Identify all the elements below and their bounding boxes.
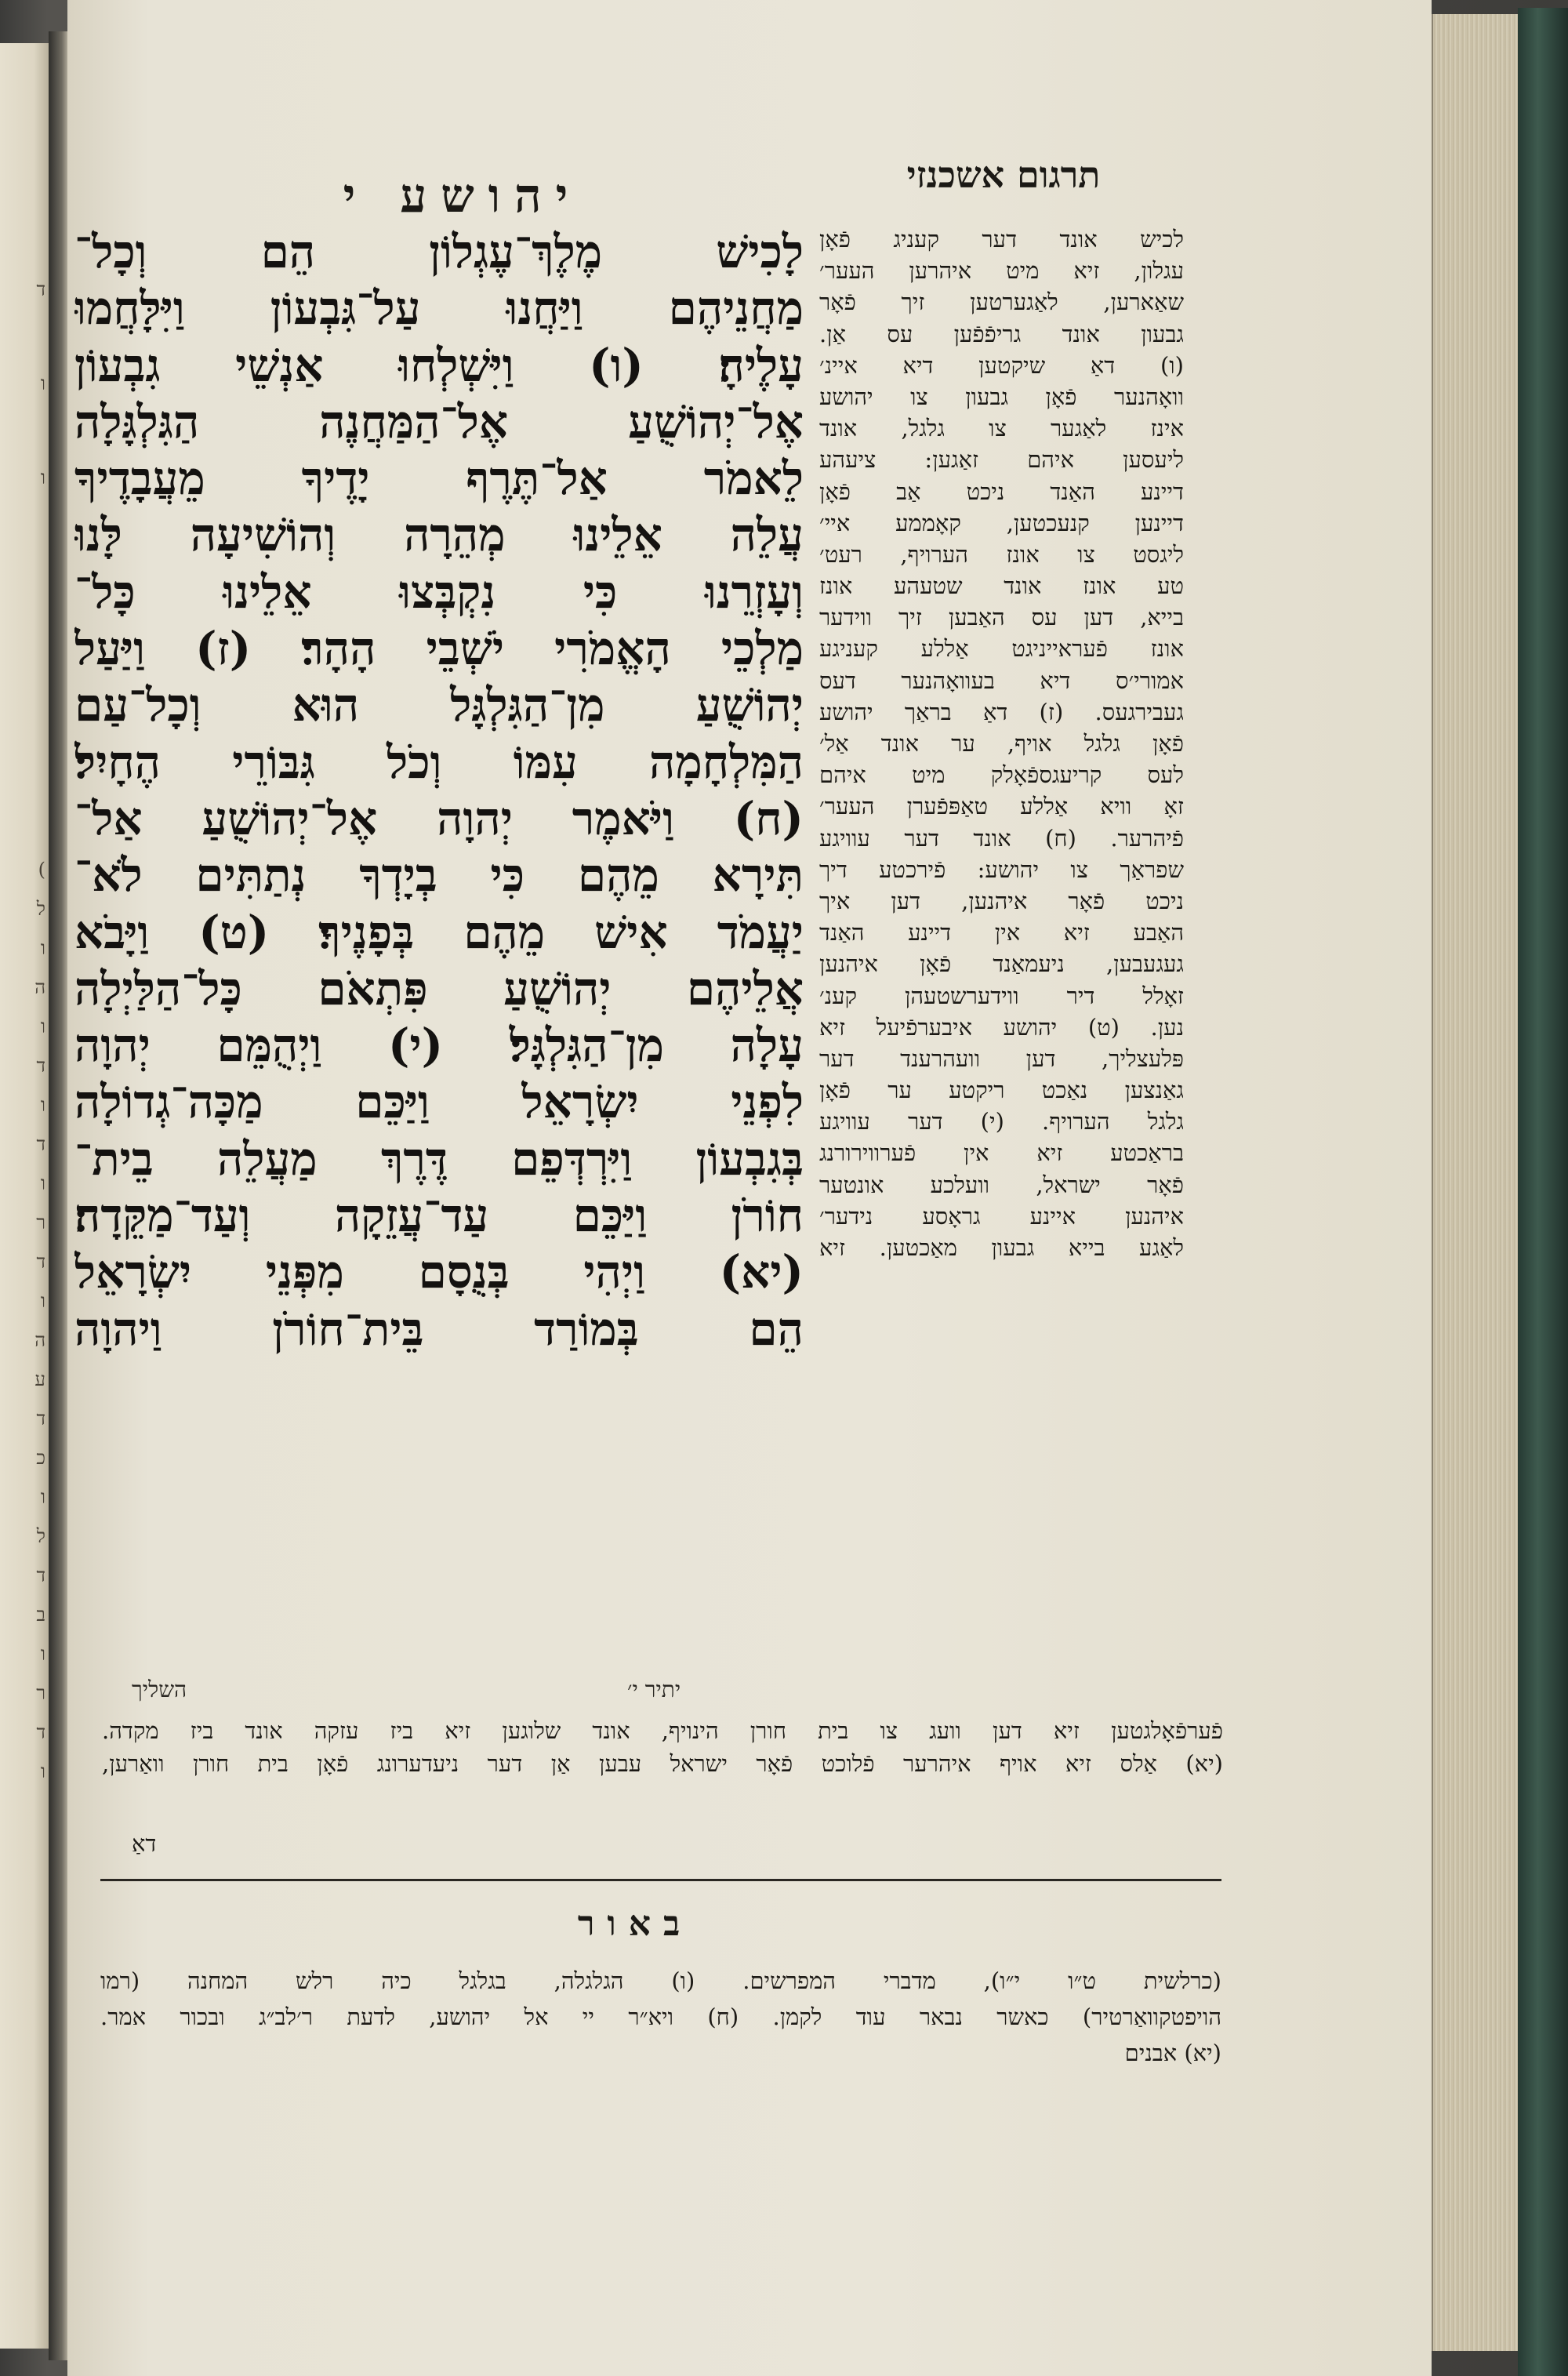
translation-column (819, 223, 1184, 1263)
translation-line: ליעסען איהם זאַגען: ציעהע (819, 446, 1184, 474)
book-cover (1518, 8, 1568, 2376)
translation-line: נען. (ט) יהושע איבערפֿיעל זיא (819, 1013, 1184, 1041)
translation-line: פֿאָר ישראל, וועלכע אונטער (819, 1171, 1184, 1198)
translation-line: דיינע האַנד ניכט אַב פֿאָן (819, 478, 1184, 505)
translation-line: גלגל הערויף. (י) דער עוויגע (819, 1108, 1184, 1135)
translation-line: ניכט פֿאָר איהנען, דען איך (819, 887, 1184, 914)
translation-continuation-line: פֿערפֿאָלגטען זיא דען וועג צו בית חורן הינויף, אונד שלוגען זיא ביז עזקה אונד ביז מקדה. (102, 1717, 1223, 1744)
translation-header: תרגום אשכנזי (906, 154, 1101, 196)
left-page-edge: ד ו ו ( ל ו ה ו ד ו ד ו ר ד ו ה ע ד כ ו ל ד ב ו ר ד ו (0, 43, 49, 2349)
main-text-line: עֲלֵה אֵלֵינוּ מְהֵרָה וְהוֹשִׁיעָה לָּנוּ (74, 508, 804, 562)
biur-title: באור (577, 1904, 693, 1944)
translation-line: לכיש אונד דער קעניג פֿאָן (819, 226, 1184, 252)
translation-line: עגלון, זיא מיט איהרען העער׳ (819, 257, 1184, 285)
main-text-line: וְעָזְרֵנוּ כִּי נִקְבְּצוּ אֵלֵינוּ כָּל־ (74, 565, 804, 619)
translation-line: געגעבען, ניעמאַנד פֿאָן איהנען (819, 950, 1184, 978)
main-text-line: לִפְנֵי יִשְׂרָאֵל וַיַּכֵּם מַכָּה־גְדוֹלָה (74, 1075, 804, 1129)
divider-rule (100, 1879, 1221, 1881)
main-text-line: עָלֶיהָ׃ (ו) וַיִּשְׁלְחוּ אַנְשֵׁי גִבְעוֹן (74, 338, 804, 392)
main-text-line: לֵאמֹר אַל־תֶּרֶף יָדֶיךָ מֵעֲבָדֶיךָ (74, 452, 804, 506)
catchword-left: השליך (132, 1677, 187, 1702)
translation-line: פֿיהרער. (ח) אונד דער עוויגע (819, 824, 1184, 852)
biur-line: הויפטקוואַרטיר) כאשר נבאר עוד לקמן. (ח) ויא״ר יי אל יהושע, לדעת ר׳לב״ג ובכור אמר. (100, 2004, 1221, 2030)
translation-line: אמורי׳ס דיא בעוואָהנער דעס (819, 667, 1184, 694)
main-text-line: אֲלֵיהֶם יְהוֹשֻׁעַ פִּתְאֹם כָּל־הַלַּיְלָה (74, 961, 804, 1015)
translation-line: בייא, דען עס האַבען זיך ווידער (819, 604, 1184, 631)
main-text-line: מַחֲנֵיהֶם וַיַּחֲנוּ עַל־גִּבְעוֹן וַיִּלָּחֲמוּ (74, 282, 804, 336)
translation-line: בראַכטע זיא אין פֿערווירורנג (819, 1139, 1184, 1167)
translation-line: שאַארען, לאַגערטען זיך פֿאָר (819, 289, 1184, 316)
translation-line: האַבע זיא אין דיינע האַנד (819, 919, 1184, 946)
main-text-line: יְהוֹשֻׁעַ מִן־הַגִּלְגָּל הוּא וְכָל־עַם (74, 678, 804, 732)
main-text-line: חוֹרֹן וַיַּכֵּם עַד־עֲזֵקָה וְעַד־מַקֵּדָה׃ (74, 1189, 804, 1243)
biur-line: (יא) אבנים (1124, 2040, 1221, 2066)
translation-line: איהנען איינע גראָסע נידער׳ (819, 1202, 1184, 1230)
main-text-line: בְּגִבְעוֹן וַיִּרְדְּפֵם דֶּרֶךְ מַעֲלֵה בֵית־ (74, 1132, 804, 1186)
translation-line: ליגסט צו אונז הערויף, רעט׳ (819, 540, 1184, 568)
translation-line: שפראַך צו יהושע: פֿירכטע דיך (819, 856, 1184, 883)
main-text-line: הַמִּלְחָמָה עִמּוֹ וְכֹל גִּבּוֹרֵי הֶחָיִל׃ (74, 735, 804, 789)
translation-line: לאַגע בייא גבעון מאַכטען. זיא (819, 1234, 1184, 1261)
book-header: יהושע י (343, 169, 583, 223)
translation-line: לעס קריעגספֿאָלק מיט איהם (819, 761, 1184, 789)
translation-continuation-line: דאַ (132, 1830, 157, 1857)
translation-continuation-line: (יא) אַלס זיא אויף איהרער פֿלוכט פֿאָר ישראל עבען אַן דער ניעדערונג פֿאָן בית חורן וואַרען, (102, 1750, 1223, 1777)
main-text-line: לָכִישׁ מֶלֶךְ־עֶגְלוֹן הֵם וְכָל־ (74, 225, 804, 278)
translation-line: טע אונז אונד שטעהע אונז (819, 572, 1184, 600)
main-text-line: (יא) וַיְהִי בְּנֻסָם מִפְּנֵי יִשְׂרָאֵל (74, 1245, 804, 1299)
biur-line: (כרלשית ט״ו י״ו), מדברי המפרשים. (ו) הגלגלה, בגלגל כיה רלש המחנה (רמו (100, 1967, 1221, 1994)
main-text-line: אֶל־יְהוֹשֻׁעַ אֶל־הַמַּחֲנֶה הַגִּלְגָּלָה (74, 394, 804, 449)
translation-line: פֿאָן גלגל אויף, ער אונד אַל׳ (819, 730, 1184, 757)
main-text-line: הֵם בְּמוֹרַד בֵּית־חוֹרֹן וַיהוָה (74, 1302, 804, 1356)
translation-line: דיינען קנעכטען, קאָממע איי׳ (819, 509, 1184, 536)
translation-line: אינז לאַגער צו גלגל, אונד (819, 415, 1184, 442)
main-text-line: מַלְכֵי הָאֱמֹרִי יֹשְׁבֵי הָהָר׃ (ז) וַיַּעַל (74, 622, 804, 676)
main-text-line: עָלָה מִן־הַגִּלְגָּל׃ (י) וַיְהֻמֵּם יְהוָה (74, 1019, 804, 1073)
translation-line: וואָהנער פֿאָן גבעון צו יהושע (819, 383, 1184, 410)
main-text-column (74, 223, 804, 1357)
catchword-right: יתיר י׳ (627, 1677, 681, 1702)
translation-line: (ו) דאַ שיקטען דיא איינ׳ (819, 351, 1184, 379)
page-edges (1432, 14, 1519, 2351)
translation-line: אונז פֿעראייניגט אַללע קעניגע (819, 635, 1184, 663)
main-text-line: (ח) וַיֹּאמֶר יְהוָה אֶל־יְהוֹשֻׁעַ אַל־ (74, 791, 804, 845)
translation-line: זאָלל דיר ווידערשטעהן קענ׳ (819, 982, 1184, 1009)
main-text-line: יַעֲמֹד אִישׁ מֵהֶם בְּפָנֶיךָ׃ (ט) וַיָּבֹא (74, 905, 804, 959)
translation-line: גאַנצען נאַכט ריקטע ער פֿאָן (819, 1077, 1184, 1104)
translation-line: זאָ וויא אַללע טאַפּפֿערן העער׳ (819, 793, 1184, 820)
main-text-line: תִּירָא מֵהֶם כִּי בְיָדְךָ נְתַתִּים לֹא־ (74, 848, 804, 903)
translation-line: גבעון אונד גריפֿפֿען עס אַן. (819, 320, 1184, 347)
translation-line: געבירגעס. (ז) דאַ בראַך יהושע (819, 698, 1184, 725)
translation-line: פּלעצליך, דען וועהרענד דער (819, 1044, 1184, 1072)
